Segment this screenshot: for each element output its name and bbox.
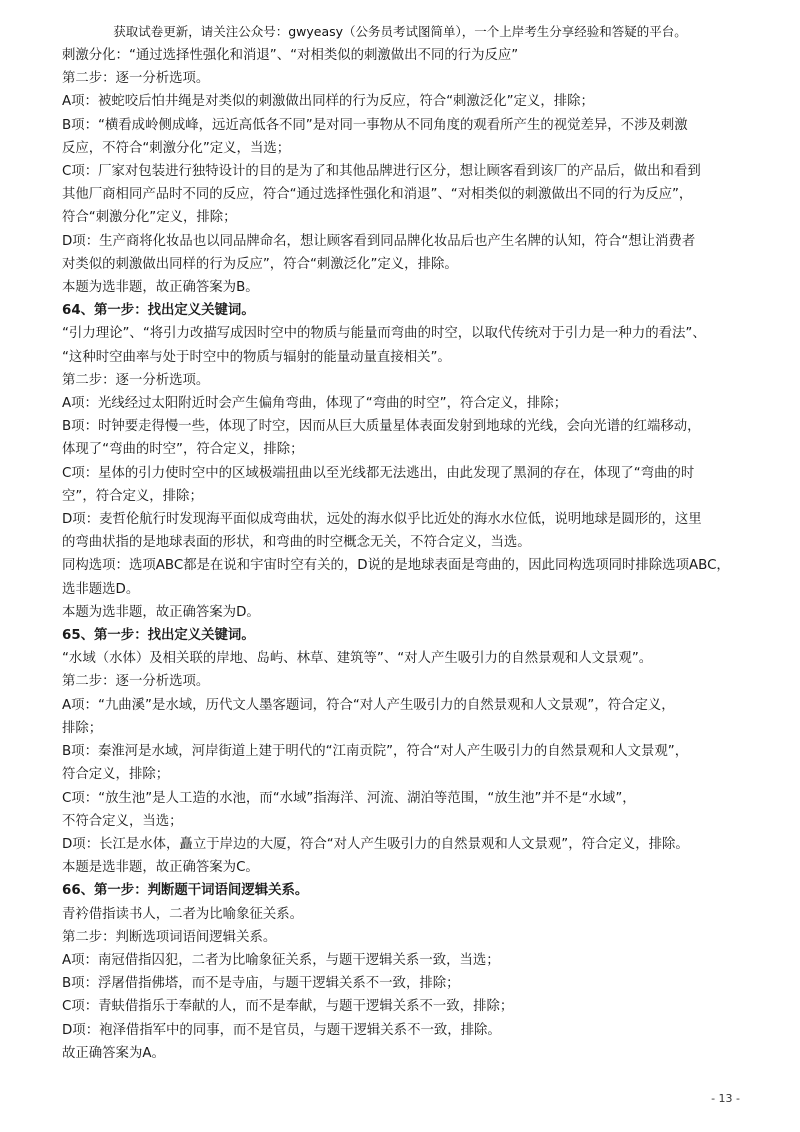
text-line: 对类似的刺激做出同样的行为反应”，符合“刺激泛化”定义，排除。: [62, 256, 458, 272]
text-line: 不符合定义，当选；: [62, 813, 183, 829]
text-line: B项：“横看成岭侧成峰，远近高低各不同”是对同一事物从不同角度的观看所产生的视觉差异，不涉及刺激: [62, 117, 688, 133]
text-line: C项：星体的引力使时空中的区域极端扭曲以至光线都无法逃出，由此发现了黑洞的存在，体现了“弯曲的时: [62, 465, 695, 481]
text-line: 第二步：逐一分析选项。: [62, 372, 210, 388]
question-heading: 64、第一步：找出定义关键词。: [62, 303, 255, 319]
text-line: “引力理论”、“将引力改描写成因时空中的物质与能量而弯曲的时空，以取代传统对于引力是一种力的看法”、: [62, 326, 706, 342]
text-line: C项：“放生池”是人工造的水池，而“水域”指海洋、河流、湖泊等范围，“放生池”并不是“水域”，: [62, 790, 636, 806]
document-body: [62, 44, 752, 1065]
text-line: 符合定义，排除；: [62, 767, 170, 783]
text-line: D项：麦哲伦航行时发现海平面似成弯曲状，远处的海水似乎比近处的海水水位低，说明地球是圆形的，这里: [62, 512, 702, 528]
question-heading: 65、第一步：找出定义关键词。: [62, 628, 255, 644]
text-line: 选非题选D。: [62, 581, 140, 597]
text-line: “水域（水体）及相关联的岸地、岛屿、林草、建筑等”、“对人产生吸引力的自然景观和人文景观”。: [62, 651, 653, 667]
text-line: 同构选项：选项ABC都是在说和宇宙时空有关的，D说的是地球表面是弯曲的，因此同构选项同时排除选项ABC，: [62, 558, 730, 574]
question-heading: 66、第一步：判断题干词语间逻辑关系。: [62, 883, 309, 899]
text-line: C项：厂家对包装进行独特设计的目的是为了和其他品牌进行区分，想让顾客看到该厂的产品后，做出和看到: [62, 164, 701, 180]
text-line: A项：光线经过太阳附近时会产生偏角弯曲，体现了“弯曲的时空”，符合定义，排除；: [62, 396, 568, 412]
text-line: 故正确答案为A。: [62, 1045, 165, 1061]
text-line: 空”，符合定义，排除；: [62, 488, 203, 504]
text-line: D项：袍泽借指军中的同事，而不是官员，与题干逻辑关系不一致，排除。: [62, 1022, 501, 1038]
text-line: “这种时空曲率与处于时空中的物质与辐射的能量动量直接相关”。: [62, 349, 451, 365]
text-line: B项：时钟要走得慢一些，体现了时空，因而从巨大质量星体表面发射到地球的光线，会向光谱的红端移动，: [62, 419, 701, 435]
text-line: A项：被蛇咬后怕井绳是对类似的刺激做出同样的行为反应，符合“刺激泛化”定义，排除；: [62, 94, 594, 110]
text-line: 本题是选非题，故正确答案为C。: [62, 860, 259, 876]
text-line: 的弯曲状指的是地球表面的形状，和弯曲的时空概念无关，不符合定义，当选。: [62, 535, 531, 551]
text-line: D项：长江是水体，矗立于岸边的大厦，符合“对人产生吸引力的自然景观和人文景观”，符合定义，排除。: [62, 836, 689, 852]
text-line: 反应，不符合“刺激分化”定义，当选；: [62, 140, 291, 156]
text-line: 第二步：判断选项词语间逻辑关系。: [62, 929, 277, 945]
text-line: A项：“九曲溪”是水域，历代文人墨客题词，符合“对人产生吸引力的自然景观和人文景观”，符合定义，: [62, 697, 675, 713]
text-line: C项：青蚨借指乐于奉献的人，而不是奉献，与题干逻辑关系不一致，排除；: [62, 999, 514, 1015]
text-line: A项：南冠借指囚犯，二者为比喻象征关系，与题干逻辑关系一致，当选；: [62, 952, 500, 968]
page-header: 获取试卷更新，请关注公众号：gwyeasy（公务员考试图简单），一个上岸考生分享经验和答疑的平台。: [113, 24, 687, 39]
text-line: B项：浮屠借指佛塔，而不是寺庙，与题干逻辑关系不一致，排除；: [62, 976, 460, 992]
text-line: 第二步：逐一分析选项。: [62, 71, 210, 87]
text-line: 第二步：逐一分析选项。: [62, 674, 210, 690]
text-line: 其他厂商相同产品时不同的反应，符合“通过选择性强化和消退”、“对相类似的刺激做出不同的行为反应”，: [62, 187, 693, 203]
text-line: 体现了“弯曲的时空”，符合定义，排除；: [62, 442, 304, 458]
text-line: 本题为选非题，故正确答案为B。: [62, 280, 259, 296]
text-line: D项：生产商将化妆品也以同品牌命名，想让顾客看到同品牌化妆品后也产生名牌的认知，符合“想让消费者: [62, 233, 696, 249]
text-line: B项：秦淮河是水域，河岸街道上建于明代的“江南贡院”，符合“对人产生吸引力的自然景观和人文景观”，: [62, 744, 689, 760]
text-line: 排除；: [62, 720, 103, 736]
text-line: 本题为选非题，故正确答案为D。: [62, 604, 260, 620]
text-line: 刺激分化：“通过选择性强化和消退”、“对相类似的刺激做出不同的行为反应”: [62, 48, 519, 63]
page-number: - 13 -: [711, 1092, 740, 1105]
text-line: 青衿借指读书人，二者为比喻象征关系。: [62, 906, 304, 922]
text-line: 符合“刺激分化”定义，排除；: [62, 210, 237, 226]
